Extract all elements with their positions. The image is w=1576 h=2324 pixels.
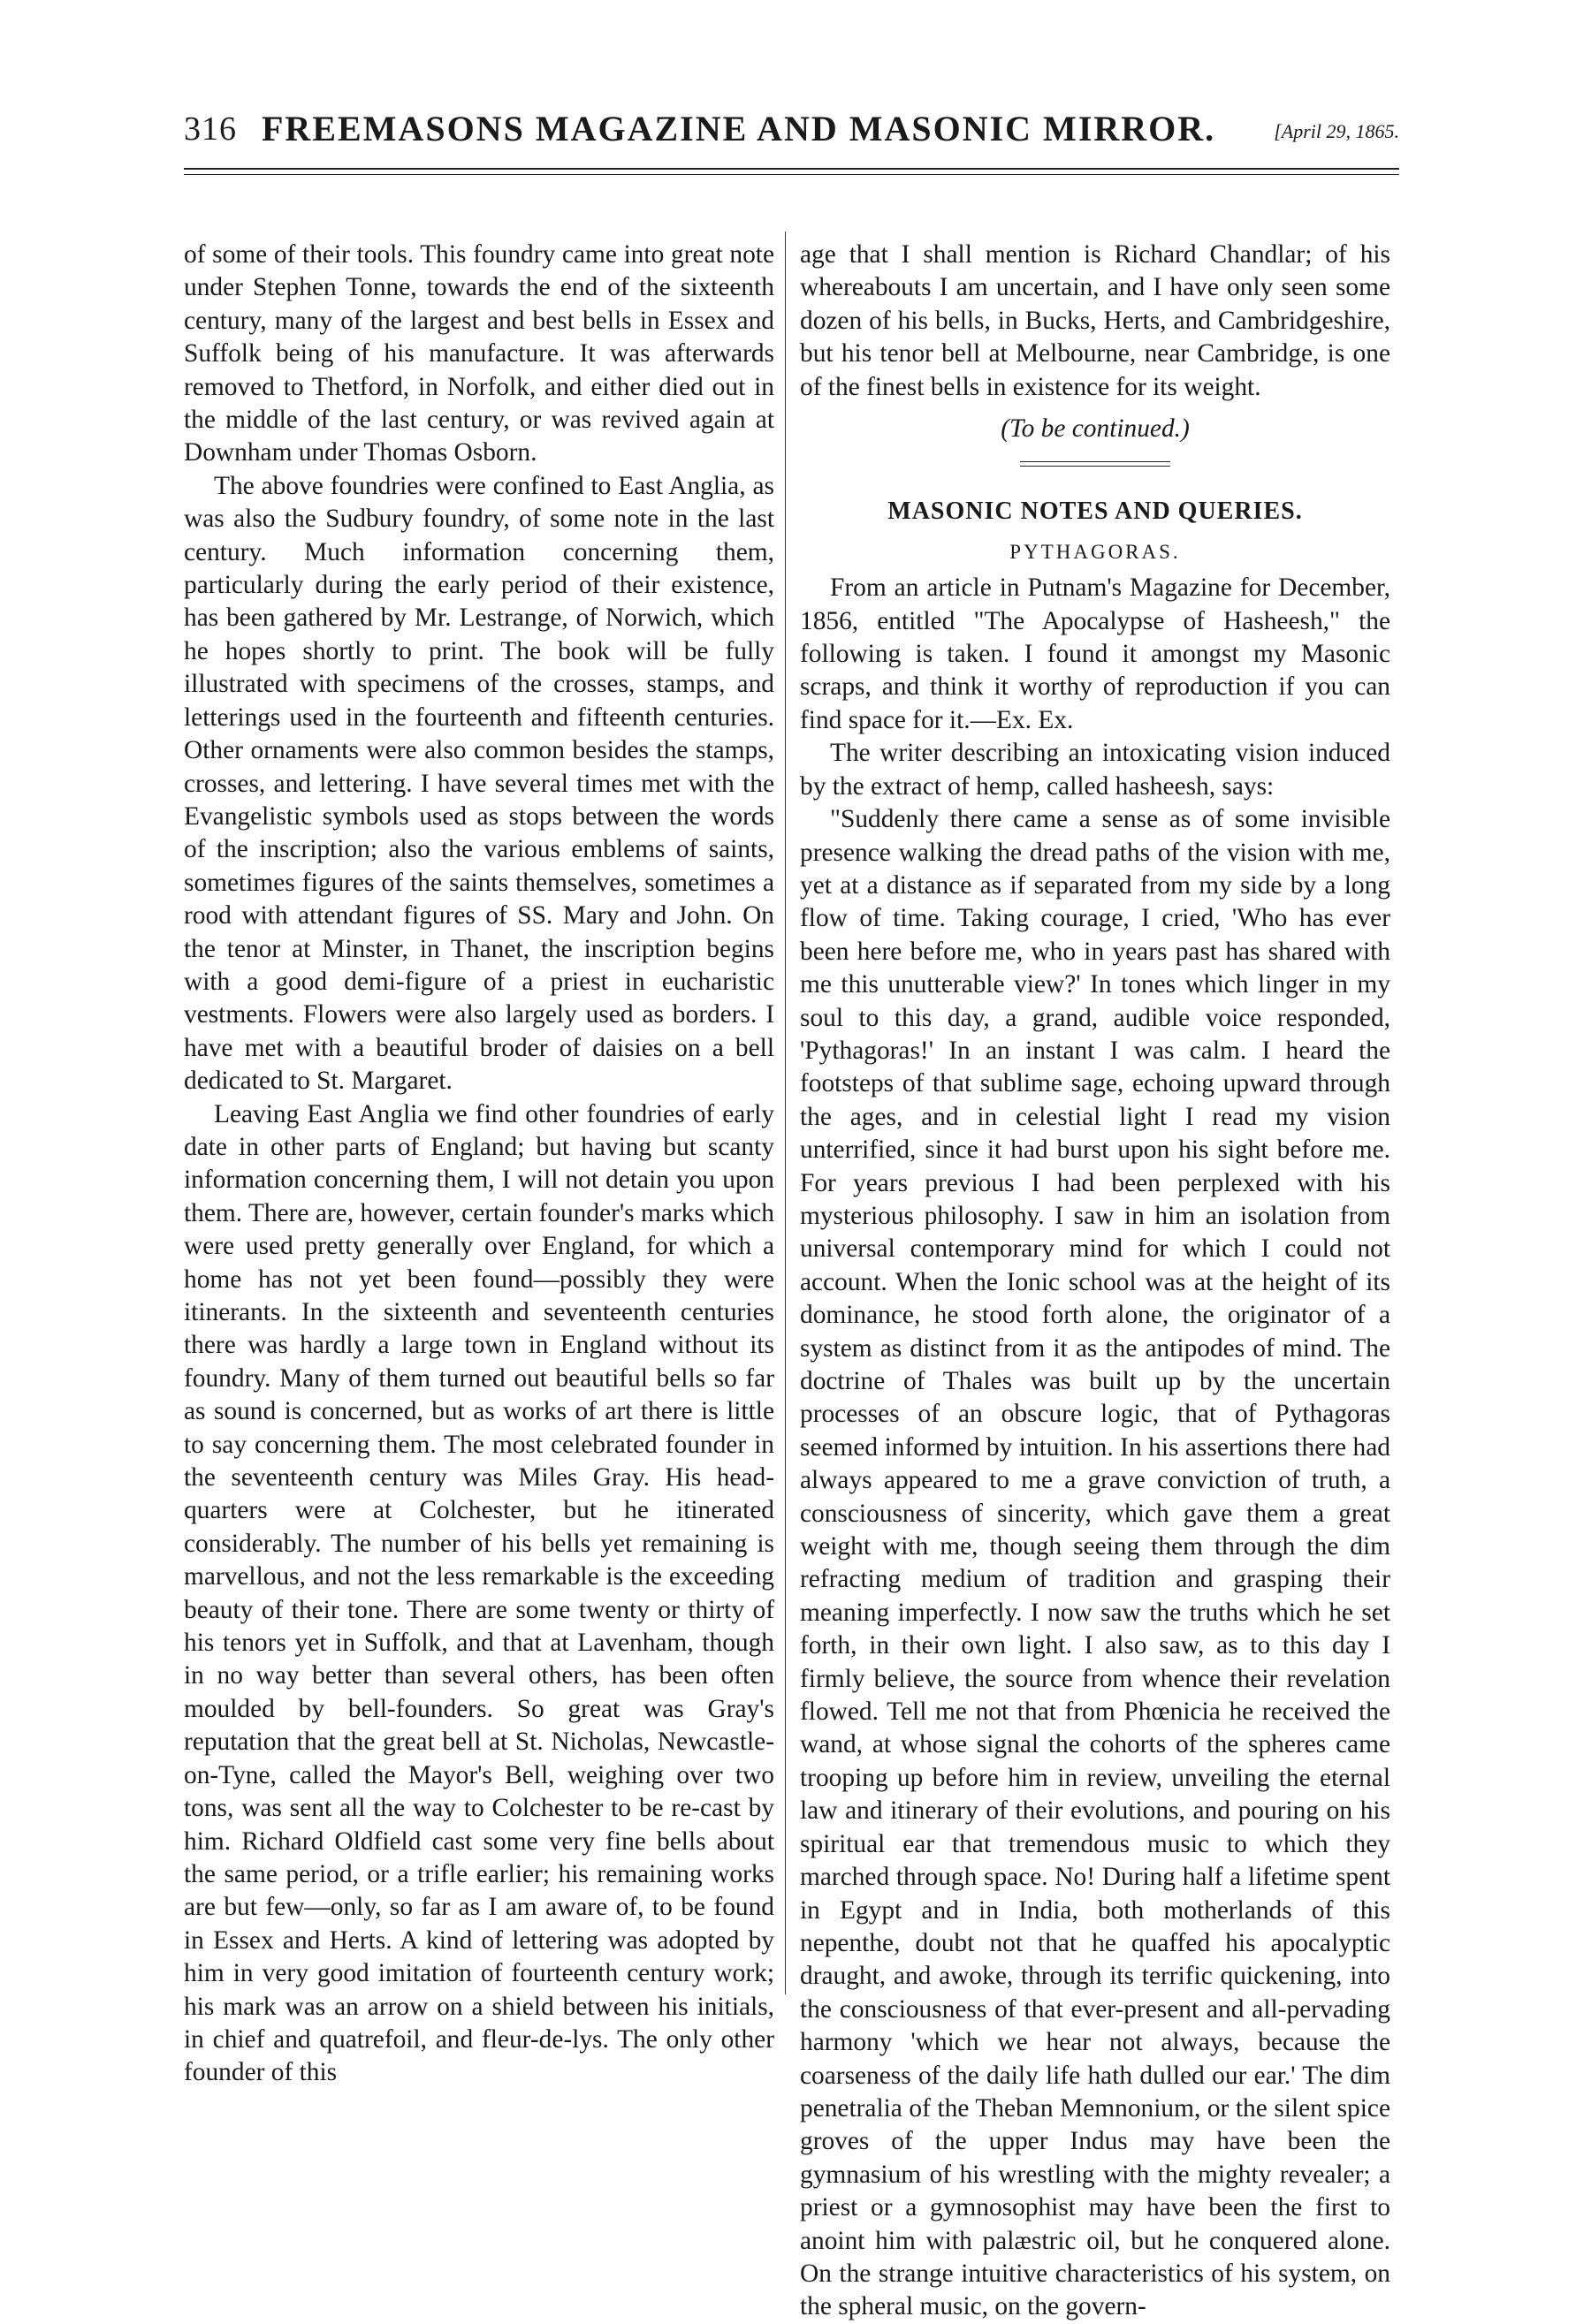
section-divider-rules [1020, 461, 1170, 470]
right-paragraph-3: "Suddenly there came a sense as of some invisible presence walking the dread paths of the vision with me, yet at a distance as if separated from my side by a long flow of time. Taking courage, I cried, 'Who has ever been here before me, who in years past has shared with me this unutterable view?' In tones which linger in my soul to this day, a grand, audible voice responded, 'Pythagoras!' In an instant I was calm. I heard the footsteps of that sublime sage, echoing upward through the ages, and in celestial light I read my vision unterrified, since it had burst upon his sight before me. For years previous I had been perplexed with his mysterious philosophy. I saw in him an isolation from universal contemporary mind for which I could not account. When the Ionic school was at the height of its dominance, he stood forth alone, the originator of a system as distinct from it as the antipodes of mind. The doctrine of Thales was built up by the uncertain processes of an obscure logic, that of Pythagoras seemed informed by intuition. In his assertions there had always appeared to me a grave conviction of truth, a consciousness of sincerity, which gave them a great weight with me, though seeing them through the dim refracting medium of tradition and grasping their meaning imperfectly. I now saw the truths which he set forth, in their own light. I also saw, as to this day I firmly believe, the source from whence their revelation flowed. Tell me not that from Phœnicia he received the wand, at whose signal the cohorts of the spheres came trooping up before him in review, unveiling the eternal law and itinerary of their evolutions, and pouring on his spiritual ear that tremendous music to which they marched through space. No! During half a lifetime spent in Egypt and in India, both motherlands of this nepenthe, doubt not that he quaffed his apocalyptic draught, and awoke, through its terrific quickening, into the consciousness of that ever-present and all-pervading harmony 'which we hear not always, because the coarseness of the daily life hath dulled our ear.' The dim penetralia of the Theban Memnonium, or the silent spice groves of the upper Indus may have been the gymnasium of his wrestling with the mighty revealer; a priest or a gymnosophist may have been the first to anoint him with palæstric oil, but he conquered alone. On the strange intuitive characteristics of his system, on the spheral music, on the govern- [800, 805, 1390, 2321]
continued-note: (To be continued.) [1001, 414, 1190, 444]
header-rule-bottom [184, 174, 1399, 175]
column-divider [785, 232, 786, 1994]
right-paragraph-1: From an article in Putnam's Magazine for December, 1856, entitled "The Apocalypse of Hasheesh," the following is taken. I found it amongst my Masonic scraps, and think it worthy of reproduction if you can find space for it.—Ex. Ex. [800, 573, 1390, 734]
masthead-title: FREEMASONS MAGAZINE AND MASONIC MIRROR. [262, 109, 1216, 148]
subsection-title: PYTHAGORAS. [1009, 540, 1181, 563]
left-paragraph-3: Leaving East Anglia we find other foundries of early date in other parts of England; but having but scanty information concerning them, I will not detain you upon them. There are, however, certain founder's marks which were used pretty generally over England, for which a home has not yet been found—possibly they were itinerants. In the sixteenth and seventeenth centuries there was hardly a large town in England without its foundry. Many of them turned out beautiful bells so far as sound is concerned, but as works of art there is little to say concerning them. The most celebrated founder in the seventeenth century was Miles Gray. His head-quarters were at Colchester, but he itinerated considerably. The number of his bells yet remaining is marvellous, and not the less remarkable is the exceeding beauty of their tone. There are some twenty or thirty of his tenors yet in Suffolk, and that at Lavenham, though in no way better than several others, has been often moulded by bell-founders. So great was Gray's reputation that the great bell at St. Nicholas, Newcastle-on-Tyne, called the Mayor's Bell, weighing over two tons, was sent all the way to Colchester to be re-cast by him. Richard Oldfield cast some very fine bells about the same period, or a trifle earlier; his remaining works are but few—only, so far as I am aware of, to be found in Essex and Herts. A kind of lettering was adopted by him in very good imitation of fourteenth century work; his mark was an arrow on a shield between his initials, in chief and quatrefoil, and fleur-de-lys. The only other founder of this [184, 1099, 774, 2087]
right-paragraph-2: The writer describing an intoxicating vision induced by the extract of hemp, called hasheesh, says: [800, 739, 1390, 801]
left-column [184, 239, 774, 2090]
header-rule-top [184, 168, 1399, 170]
issue-date: [April 29, 1865. [1274, 120, 1399, 142]
section-title: MASONIC NOTES AND QUERIES. [887, 497, 1303, 526]
left-paragraph-2: The above foundries were confined to East Anglia, as was also the Sudbury foundry, of some note in the last century. Much information concerning them, particularly during the early period of their existence, has been gathered by Mr. Lestrange, of Norwich, which he hopes shortly to print. The book will be fully illustrated with specimens of the crosses, stamps, and letterings used in the fourteenth and fifteenth centuries. Other ornaments were also common besides the stamps, crosses, and lettering. I have several times met with the Evangelistic symbols used as stops between the words of the inscription; also the various emblems of saints, sometimes figures of the saints themselves, sometimes a rood with attendant figures of SS. Mary and John. On the tenor at Minster, in Thanet, the inscription begins with a good demi-figure of a priest in eucharistic vestments. Flowers were also largely used as borders. I have met with a beautiful broder of daisies on a bell dedicated to St. Margaret. [184, 471, 774, 1096]
right-column [800, 239, 1390, 2324]
section-divider-rule-2 [1020, 466, 1170, 470]
page-header [184, 104, 1399, 159]
right-continuation-paragraph: age that I shall mention is Richard Chandlar; of his whereabouts I am uncertain, and I have only seen some dozen of his bells, in Bucks, Herts, and Cambridgeshire, but his tenor bell at Melbourne, near Cambridge, is one of the finest bells in existence for its weight. [800, 240, 1390, 401]
left-paragraph-1: of some of their tools. This foundry came into great note under Stephen Tonne, towards the end of the sixteenth century, many of the largest and best bells in Essex and Suffolk being of his manufacture. It was afterwards removed to Thetford, in Norfolk, and either died out in the middle of the last century, or was revived again at Downham under Thomas Osborn. [184, 240, 774, 467]
page-number: 316 [184, 110, 237, 148]
